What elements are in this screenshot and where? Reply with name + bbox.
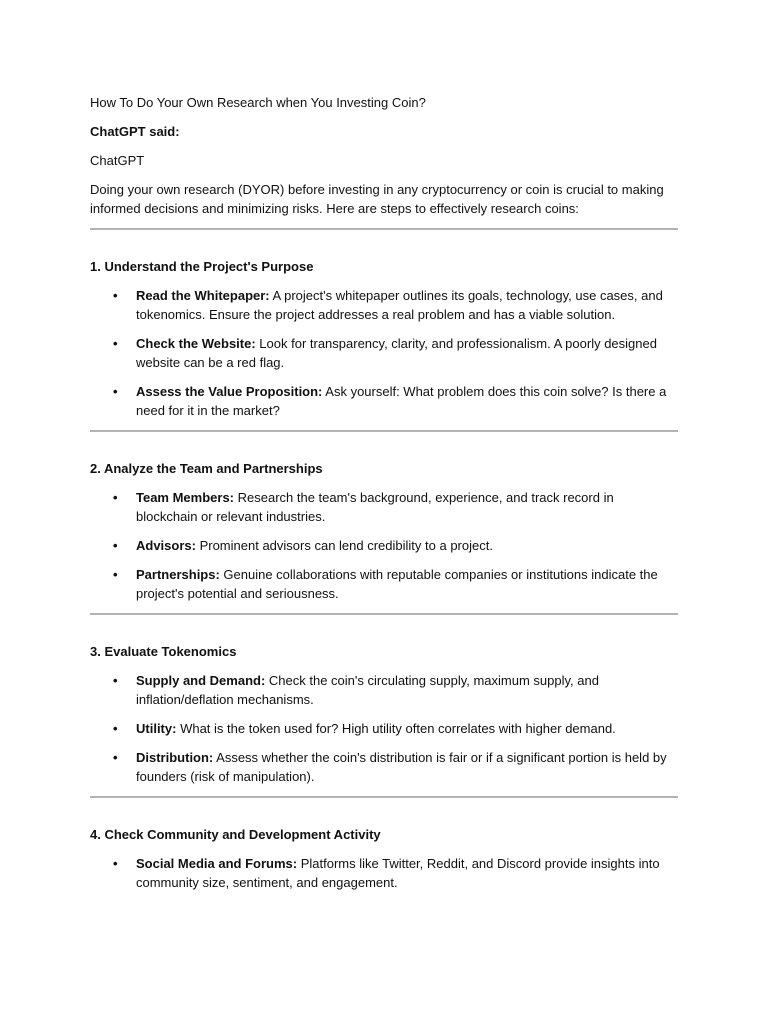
item-text: Look for transparency, clarity, and professionalism. A poorly designed website can be a red flag. bbox=[136, 336, 657, 370]
section-heading: 4. Check Community and Development Activity bbox=[90, 827, 381, 842]
speaker-label: ChatGPT said: bbox=[90, 124, 180, 139]
section-heading: 2. Analyze the Team and Partnerships bbox=[90, 461, 323, 476]
section-divider bbox=[90, 613, 678, 615]
item-label: Supply and Demand: bbox=[136, 673, 266, 688]
bullet-list bbox=[90, 286, 678, 420]
item-label: Utility: bbox=[136, 721, 177, 736]
section-4 bbox=[90, 825, 678, 892]
bullet-list bbox=[90, 854, 678, 892]
item-label: Distribution: bbox=[136, 750, 214, 765]
item-label: Check the Website: bbox=[136, 336, 256, 351]
bullet-icon: • bbox=[113, 673, 118, 688]
bullet-icon: • bbox=[113, 721, 118, 736]
list-item bbox=[90, 854, 678, 892]
bullet-icon: • bbox=[113, 538, 118, 553]
bullet-icon: • bbox=[113, 336, 118, 351]
bullet-icon: • bbox=[113, 288, 118, 303]
item-text: What is the token used for? High utility often correlates with higher demand. bbox=[176, 721, 616, 736]
section-divider bbox=[90, 228, 678, 230]
item-text: Assess whether the coin's distribution is fair or if a significant portion is held by founders (risk of manipulation). bbox=[136, 750, 667, 784]
item-text: A project's whitepaper outlines its goals, technology, use cases, and tokenomics. Ensure the project addresses a real problem and has a viable solution. bbox=[136, 288, 663, 322]
bullet-icon: • bbox=[113, 856, 118, 871]
list-item bbox=[90, 382, 678, 420]
intro-paragraph: Doing your own research (DYOR) before investing in any cryptocurrency or coin is crucial to making informed decisions and minimizing risks. Here are steps to effectively research coins: bbox=[90, 182, 664, 216]
item-label: Social Media and Forums: bbox=[136, 856, 298, 871]
section-1 bbox=[90, 257, 678, 420]
item-label: Partnerships: bbox=[136, 567, 220, 582]
list-item bbox=[90, 671, 678, 709]
assistant-name: ChatGPT bbox=[90, 153, 145, 168]
bullet-icon: • bbox=[113, 750, 118, 765]
list-item bbox=[90, 536, 678, 555]
bullet-list bbox=[90, 671, 678, 786]
list-item bbox=[90, 286, 678, 324]
item-label: Advisors: bbox=[136, 538, 196, 553]
section-heading: 1. Understand the Project's Purpose bbox=[90, 259, 314, 274]
item-text: Genuine collaborations with reputable companies or institutions indicate the project's potential and seriousness. bbox=[136, 567, 658, 601]
list-item bbox=[90, 488, 678, 526]
bullet-list bbox=[90, 488, 678, 603]
section-3 bbox=[90, 642, 678, 786]
list-item bbox=[90, 565, 678, 603]
item-label: Team Members: bbox=[136, 490, 235, 505]
section-heading: 3. Evaluate Tokenomics bbox=[90, 644, 237, 659]
item-text: Research the team's background, experience, and track record in blockchain or relevant industries. bbox=[136, 490, 614, 524]
section-divider bbox=[90, 796, 678, 798]
list-item bbox=[90, 334, 678, 372]
item-text: Ask yourself: What problem does this coin solve? Is there a need for it in the market? bbox=[136, 384, 667, 418]
list-item bbox=[90, 719, 678, 738]
item-text: Check the coin's circulating supply, maximum supply, and inflation/deflation mechanisms. bbox=[136, 673, 599, 707]
item-label: Read the Whitepaper: bbox=[136, 288, 270, 303]
section-divider bbox=[90, 430, 678, 432]
item-text: Prominent advisors can lend credibility to a project. bbox=[195, 538, 493, 553]
item-text: Platforms like Twitter, Reddit, and Discord provide insights into community size, sentiment, and engagement. bbox=[136, 856, 660, 890]
list-item bbox=[90, 748, 678, 786]
question-text: How To Do Your Own Research when You Investing Coin? bbox=[90, 95, 426, 110]
bullet-icon: • bbox=[113, 384, 118, 399]
section-2 bbox=[90, 459, 678, 603]
bullet-icon: • bbox=[113, 490, 118, 505]
item-label: Assess the Value Proposition: bbox=[136, 384, 323, 399]
bullet-icon: • bbox=[113, 567, 118, 582]
